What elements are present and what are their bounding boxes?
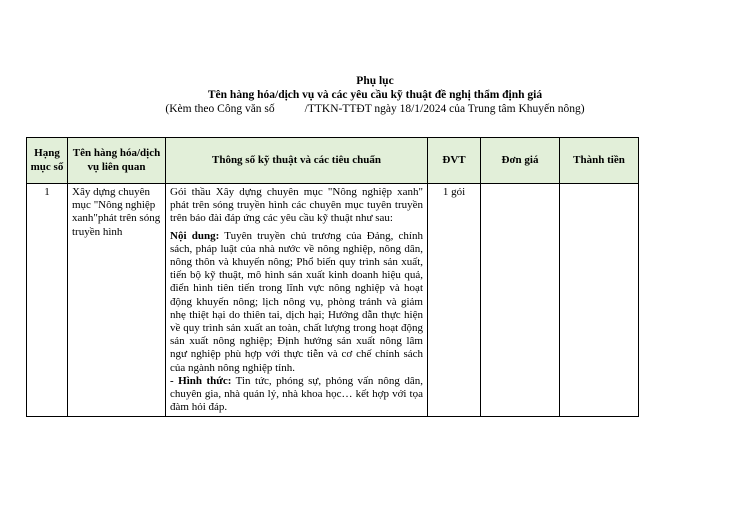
- table-row: [27, 184, 639, 417]
- spec-form: [170, 375, 423, 415]
- appendix-subtitle: Tên hàng hóa/dịch vụ và các yêu cầu kỹ thuật đề nghị thẩm định giá: [207, 89, 543, 101]
- form-label: - Hình thức:: [170, 374, 232, 387]
- cell-stt: 1: [27, 184, 68, 417]
- spec-intro: Gói thầu Xây dựng chuyên mục "Nông nghiệp xanh" phát trên sóng truyền hình các chuyên mục tuyên truyền trên báo đài đáp ứng các yêu cầu kỹ thuật như sau:: [170, 186, 423, 225]
- form-text: Tin tức, phóng sự, phỏng vấn nông dân, chuyên gia, nhà quản lý, nhà khoa học… kết hợp với tọa đàm hỏi đáp.: [170, 374, 423, 414]
- requirements-table: [26, 137, 639, 417]
- table-header-row: [27, 138, 639, 184]
- header-name: Tên hàng hóa/dịch vụ liên quan: [68, 138, 166, 184]
- spec-content: [170, 230, 423, 375]
- appendix-title: Phụ lục: [356, 75, 394, 87]
- header-price: Đơn giá: [481, 138, 560, 184]
- cell-price: [481, 184, 560, 417]
- header-total: Thành tiền: [560, 138, 639, 184]
- note-prefix: (Kèm theo Công văn số: [165, 103, 275, 115]
- note-suffix: /TTKN-TTĐT ngày 18/1/2024 của Trung tâm Khuyến nông): [304, 103, 585, 115]
- cell-spec: [166, 184, 428, 417]
- header-stt: Hạng mục số: [27, 138, 68, 184]
- cell-total: [560, 184, 639, 417]
- content-text: Tuyên truyền chủ trương của Đảng, chính sách, pháp luật của nhà nước về nông nghiệp, nông dân, nông thôn và khuyến nông; Phổ biến quy trình sản xuất, tiến bộ kỹ thuật, mô hình sản xuất kinh doanh hiệu quả, điển hình tiên tiến trong lĩnh vực nông nghiệp và hoạt động khuyến nông; lịch nông vụ, phòng tránh và giảm nhẹ thiệt hại do thiên tai, dịch hại; Hướng dẫn thực hiện về quy trình sản xuất an toàn, chất lượng trong hoạt động sản xuất nông nghiệp; Định hướng sản xuất nông lâm ngư nghiệp phù hợp với thực tiễn và cơ chế chính sách của ngành nông nghiệp tỉnh.: [170, 229, 423, 374]
- document-header: [0, 74, 750, 116]
- content-label: Nội dung:: [170, 229, 220, 242]
- cell-unit: 1 gói: [428, 184, 481, 417]
- appendix-note: [0, 102, 750, 116]
- header-spec: Thông số kỹ thuật và các tiêu chuẩn: [166, 138, 428, 184]
- cell-name: Xây dựng chuyên mục "Nông nghiệp xanh"phát trên sóng truyền hình: [68, 184, 166, 417]
- header-unit: ĐVT: [428, 138, 481, 184]
